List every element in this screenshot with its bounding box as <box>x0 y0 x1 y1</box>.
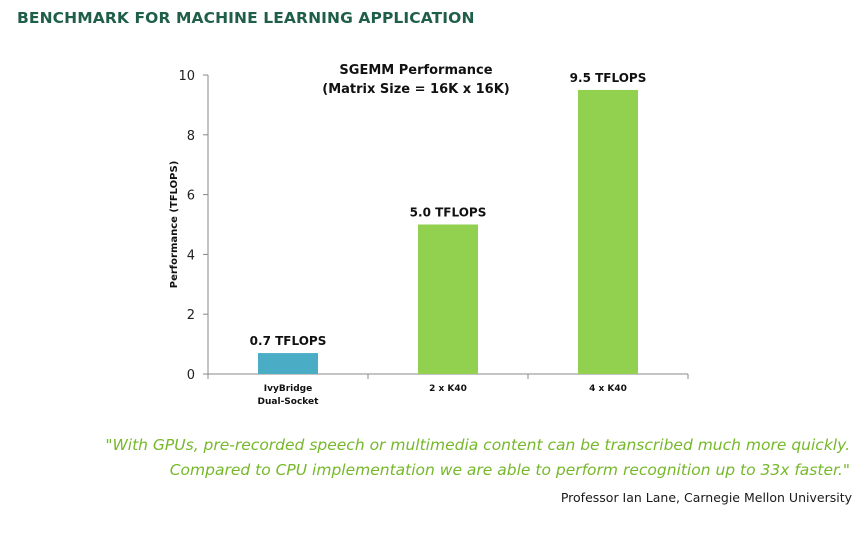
y-tick-label: 8 <box>186 128 195 144</box>
chart-title: SGEMM Performance <box>339 63 493 78</box>
quote-line-1: "With GPUs, pre-recorded speech or multimedia content can be transcribed much more quickly. <box>105 436 850 454</box>
x-tick-label: Dual-Socket <box>257 397 319 407</box>
x-tick-label: IvyBridge <box>263 384 313 394</box>
data-label-3: 9.5 TFLOPS <box>569 70 647 85</box>
y-tick-label: 10 <box>178 69 195 84</box>
page-heading: BENCHMARK FOR MACHINE LEARNING APPLICATION <box>17 9 475 27</box>
y-tick-label: 2 <box>186 308 195 324</box>
y-tick-label: 0 <box>186 368 195 383</box>
bar-3 <box>578 90 638 374</box>
data-label-1: 0.7 TFLOPS <box>249 334 327 349</box>
x-tick-label: 4 x K40 <box>589 384 627 394</box>
quote-attribution: Professor Ian Lane, Carnegie Mellon University <box>560 490 852 505</box>
y-tick-label: 4 <box>186 248 195 264</box>
y-axis-title: Performance (TFLOPS) <box>169 160 180 289</box>
quote <box>105 433 850 483</box>
bar-2 <box>418 225 478 375</box>
bar-1 <box>258 353 318 374</box>
data-label-2: 5.0 TFLOPS <box>409 205 487 220</box>
chart-subtitle: (Matrix Size = 16K x 16K) <box>322 82 510 97</box>
x-tick-label: 2 x K40 <box>429 384 467 394</box>
y-tick-label: 6 <box>186 188 195 204</box>
quote-line-2: Compared to CPU implementation we are able to perform recognition up to 33x faster." <box>169 461 850 479</box>
